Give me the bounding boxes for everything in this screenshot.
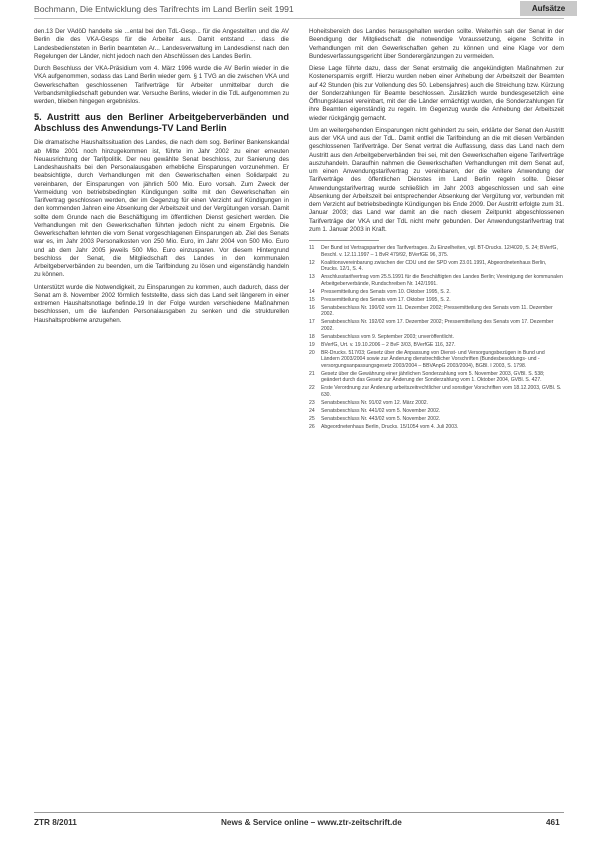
footnote [309, 305, 564, 318]
footnote-text: Pressemitteilung des Senats vom 17. Oktober 1995, S. 2. [321, 296, 451, 303]
footnote-number: 23 [309, 399, 315, 406]
footnote-text: Pressemitteilung des Senats vom 10. Oktober 1995, S. 2. [321, 288, 451, 295]
footnote [309, 371, 564, 384]
footnote [309, 297, 564, 304]
footnote [309, 408, 564, 415]
footnote-number: 20 [309, 349, 315, 356]
footnote-number: 11 [309, 245, 315, 251]
footnote-text: Gesetz über die Gewährung einer jährlichen Sonderzahlung vom 5. November 2003, GVBl. S. 538; geändert durch das Gesetz zur Änderung der Sonderzahlung vom 1. Oktober 2004, GVBl. S. 427. [321, 370, 545, 383]
footnote-number: 13 [309, 274, 315, 280]
journal-website: News & Service online – www.ztr-zeitschrift.de [221, 818, 402, 827]
footnote [309, 289, 564, 296]
footnote-number: 21 [309, 370, 315, 377]
footnote-text: BVerfG, Urt. v. 19.10.2006 – 2 BvF 3/03, BVerfGE 116, 327. [321, 341, 456, 348]
footnote [309, 319, 564, 332]
footnote-number: 15 [309, 296, 315, 303]
footnote [309, 260, 564, 273]
footnote-text: BR-Drucks. 517/03; Gesetz über die Anpassung von Dienst- und Versorgungsbezügen in Bund und Ländern 2003/2004 sowie zur Änderung dienstrechtlicher Vorschriften (Bundesbesoldungs- und -versorgungsanpassungsgesetz 2003/2004 – BBVAnpG 2003/2004), BGBl. I 2003, S. 1798. [321, 349, 545, 369]
paragraph: Durch Beschluss der VKA-Präsidium vom 4. März 1996 wurde die AV Berlin wieder in die VKA aufgenommen, sodass das Land Berlin wieder gem. § 1 TVG an die zwischen VKA und Gewerkschaften geschlossenen Tarifverträge für Arbeiter unmittelbar durch die Verbandsmitgliedschaft gebunden war. Versuche Berlins, wieder in die TdL aufgenommen zu werden, blieben hingegen ergebnislos. [34, 65, 289, 105]
footnote-number: 24 [309, 407, 315, 414]
footnote [309, 245, 564, 258]
footnote-number: 25 [309, 415, 315, 422]
footnote-rule [309, 240, 379, 241]
running-head: Bochmann, Die Entwicklung des Tarifrechts im Land Berlin seit 1991 [34, 4, 294, 14]
footnote-number: 17 [309, 319, 315, 325]
footnote-text: Erste Verordnung zur Änderung arbeitszeitrechtlicher und sonstiger Vorschriften vom 18.12.2003, GVBl. S. 630. [321, 385, 562, 398]
paragraph: Um an weitergehenden Einsparungen nicht gehindert zu sein, erklärte der Senat den Austritt aus der VKA und aus der TdL. Damit entfiel die Tarifbindung an die mit diesen Verbänden geschlossenen Tarifverträge. Der Senat vertrat die Auffassung, dass das Land nach dem Austritt aus den Arbeitgeberverbänden frei sei, mit den Gewerkschaften eigene Tarifverträge auszuhandeln. Daraufhin nahmen die Gewerkschaften Verhandlungen mit dem Senat auf, um einen Anwendungstarifvertrag zu vereinbaren, der die weitere Anwendung der Tarifverträge des öffentlichen Dienstes im Land Berlin regeln sollte. Dieser Anwendungstarifvertrag wurde schließlich im Jahr 2003 abgeschlossen und sah eine Absenkung der Arbeitszeit bei entsprechender Absenkung der Vergütung vor, verbunden mit dem Verzicht auf betriebsbedingte Kündigungen bis Ende 2009. Der Austritt erfolgte zum 31. Januar 2003; das Land war damit an die nach diesem Zeitpunkt abgeschlossenen Tarifverträge der VKA und der TdL nicht mehr gebunden. Der Anwendungstarifvertrag trat zum 1. Januar 2003 in Kraft. [309, 126, 564, 233]
footnote-number: 18 [309, 333, 315, 340]
paragraph: den.13 Der VAdöD handelte sie ...ental bei den TdL-Gesp... für die Angestellten und die AV Berlin die des VKA-Gesps für die Arbeiter aus. Damit entstand ... dass die Landesbediensteten in Berlin beamteten Ar... Landesverwaltung im Landesdienst nach den Regelungen der Länder, nicht jedoch nach den Abschlüssen des Landes Berlin. [34, 28, 289, 60]
footnote [309, 385, 564, 398]
footnote [309, 334, 564, 341]
paragraph: Die dramatische Haushaltssituation des Landes, die nach dem sog. Berliner Bankenskandal ab Mitte 2001 noch hinzugekommen ist, führte im Jahr 2002 zu einer erneuten Neuausrichtung der Tarifpolitik. Der neu gewählte Senat beschloss, zur Sanierung des Landeshaushalts bei den Personalausgaben erhebliche Einsparungen vorzunehmen. Er beabsichtigte, durch Verhandlungen mit den Gewerkschaften einen Solidarpakt zu vereinbaren, der Einsparungen von jährlich 500 Mio. Euro vorsah. Zum Zweck der Vermeidung von betriebsbedingten Kündigungen sollte mit den Gewerkschaften ein Tarifvertrag geschlossen werden, der im Gegenzug für einen Verzicht auf Kündigungen in den kommenden Jahren eine Absenkung der Arbeitszeit und der Vergütungen vorsah. Damit sollte dem Grunde nach die Beschäftigung im öffentlichen Dienst gesichert werden. Die Verhandlungen mit den Gewerkschaften führten jedoch nicht zu einem Ergebnis. Die Gewerkschaften lehnten die vom Senat vorgeschlagenen Einsparungen ab. Ziel des Senats war es, im Jahr 2003 Personalkosten von 250 Mio. Euro, im Jahr 2004 von 500 Mio. Euro und ab dem Jahr 2005 jeweils 500 Mio. Euro einzusparen. Vor diesem Hintergrund beschloss der Senat, die Mitgliedschaft des Landes in den kommunalen Arbeitgeberverbänden zu beenden, um die Tarifbindung zu lösen und eigenständig handeln zu können. [34, 139, 289, 279]
journal-issue: ZTR 8/2011 [34, 818, 77, 827]
section-tab: Aufsätze [520, 1, 577, 16]
footnote-text: Senatsbeschluss Nr. 441/02 vom 5. November 2002. [321, 407, 441, 414]
footnote [309, 424, 564, 431]
footnote-text: Der Bund ist Vertragspartner des Tarifvertrages. Zu Einzelheiten, vgl. BT-Drucks. 12/4020, S. 24; BVerfG, Beschl. v. 12.11.1997 – 1 BvR 479/92, BVerfGE 96, 375. [321, 245, 558, 258]
paragraph: Diese Lage führte dazu, dass der Senat erstmalig die angekündigten Maßnahmen zur Kostenersparnis ergriff. Hierzu wurden neben einer Anhebung der Arbeitszeit der Beamten auf 42 Stunden (bis zur Vollendung des 50. Lebensjahres) auch die Streichung bzw. Kürzung der Sonderzahlungen für Beamte beschlossen. Zusätzlich wurde bundesgesetzlich eine Öffnungsklausel vereinbart, mit der die Länder ermächtigt wurden, die Sonderzahlungen für ihre Beamten eigenständig zu regeln. Im Gegenzug wurde die Anhebung der Arbeitszeit wieder rückgängig gemacht. [309, 65, 564, 122]
footnote-number: 14 [309, 288, 315, 295]
page-footer [0, 812, 598, 843]
footnote-text: Senatsbeschluss Nr. 443/02 vom 5. November 2002. [321, 415, 441, 422]
right-column [309, 28, 564, 432]
footnote-text: Senatsbeschluss Nr. 91/02 vom 12. März 2002. [321, 399, 429, 406]
footnote-text: Abgeordnetenhaus Berlin, Drucks. 15/1054 vom 4. Juli 2003. [321, 423, 459, 430]
footnote-number: 19 [309, 341, 315, 348]
section-heading: 5. Austritt aus den Berliner Arbeitgeberverbänden und Abschluss des Anwendungs-TV Land Berlin [34, 112, 289, 133]
paragraph: Unterstützt wurde die Notwendigkeit, zu Einsparungen zu kommen, auch dadurch, dass der Senat am 8. November 2002 förmlich feststellte, dass sich das Land seit längerem in einer extremen Haushaltsnotlage befinde.19 In der Folge wurden verschiedene Maßnahmen beschlossen, um die laufenden Personalausgaben zu senken und die strukturellen Haushaltsprobleme anzugehen. [34, 283, 289, 324]
footnote-number: 22 [309, 385, 315, 391]
footnote [309, 400, 564, 407]
footnote-text: Senatsbeschluss vom 9. September 2003; unveröffentlicht. [321, 333, 454, 340]
footnote [309, 342, 564, 349]
header-rule [34, 18, 564, 19]
paragraph: Hoheitsbereich des Landes herausgehalten werden sollte. Weiterhin sah der Senat in der Beendigung der Mitgliedschaft die notwendige Voraussetzung, eigene Schritte in Verhandlungen mit den Gewerkschaften gehen zu können und eine Klage vor dem Bundesverfassungsgericht über Sonderergänzungen zu vermeiden. [309, 28, 564, 60]
footnote [309, 416, 564, 423]
footnote-number: 12 [309, 259, 315, 266]
footnote-number: 16 [309, 304, 315, 311]
footnote-text: Senatsbeschluss Nr. 190/02 vom 11. Dezember 2002; Pressemitteilung des Senats vom 11. Dezember 2002. [321, 304, 553, 317]
left-column [34, 28, 289, 329]
footnote-text: Senatsbeschluss Nr. 192/02 vom 17. Dezember 2002; Pressemitteilung des Senats vom 17. Dezember 2002. [321, 319, 554, 332]
footnotes [309, 245, 564, 430]
footnote-number: 26 [309, 423, 315, 430]
footnote [309, 350, 564, 370]
footnote-text: Anschlusstarifvertrag vom 25.5.1991 für die Beschäftigten des Landes Berlin; Vereinigung der kommunalen Arbeitgeberverbände, Rundschreiben Nr. 142/1991. [321, 274, 563, 287]
footnote-text: Koalitionsvereinbarung zwischen der CDU und der SPD vom 23.01.1991, Abgeordnetenhaus Berlin, Drucks. 12/1, S. 4. [321, 259, 547, 272]
footnote [309, 274, 564, 287]
page-number: 461 [546, 818, 560, 827]
footer-rule [34, 812, 564, 813]
